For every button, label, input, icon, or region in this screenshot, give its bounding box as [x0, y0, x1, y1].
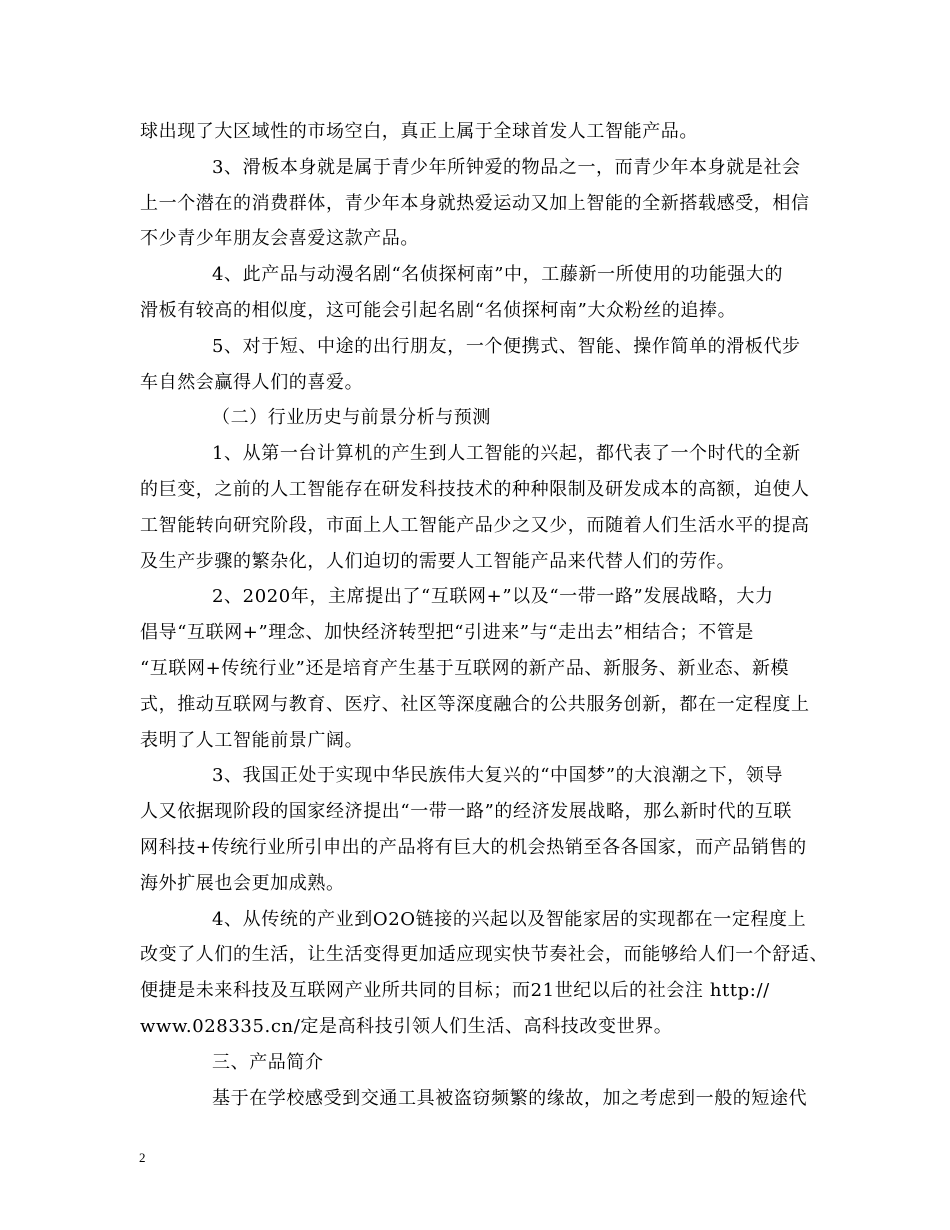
text-line: 3、我国正处于实现中华民族伟大复兴的“中国梦”的大浪潮之下，领导	[212, 765, 784, 787]
text-line: “互联网+传统行业”还是培育产生基于互联网的新产品、新服务、新业态、新模	[140, 657, 790, 679]
text-line: 车自然会赢得人们的喜爱。	[140, 371, 364, 393]
text-line: 工智能转向研究阶段，市面上人工智能产品少之又少，而随着人们生活水平的提高	[140, 514, 810, 536]
text-line: 4、从传统的产业到O2O链接的兴起以及智能家居的实现都在一定程度上	[212, 908, 807, 930]
text-line: 基于在学校感受到交通工具被盗窃频繁的缘故，加之考虑到一般的短途代	[212, 1087, 808, 1109]
text-line: 表明了人工智能前景广阔。	[140, 729, 364, 751]
text-line: 4、此产品与动漫名剧“名侦探柯南”中，工藤新一所使用的功能强大的	[212, 264, 784, 286]
text-line: 网科技+传统行业所引申出的产品将有巨大的机会热销至各各国家，而产品销售的	[140, 836, 807, 858]
section-heading: （二）行业历史与前景分析与预测	[212, 407, 491, 429]
text-line: 球出现了大区域性的市场空白，真正上属于全球首发人工智能产品。	[140, 121, 698, 142]
section-heading: 三、产品简介	[212, 1051, 324, 1073]
text-line: 改变了人们的生活，让生活变得更加适应现实快节奏社会，而能够给人们一个舒适、	[140, 944, 829, 966]
text-line: 3、滑板本身就是属于青少年所钟爱的物品之一，而青少年本身就是社会	[212, 156, 801, 178]
text-line: www.028335.cn/定是高科技引领人们生活、高科技改变世界。	[140, 1015, 673, 1037]
text-line: 便捷是未来科技及互联网产业所共同的目标；而21世纪以后的社会注 http://	[140, 980, 770, 1002]
text-line: 滑板有较高的相似度，这可能会引起名剧“名侦探柯南”大众粉丝的追捧。	[140, 299, 737, 321]
text-line: 倡导“互联网+”理念、加快经济转型把“引进来”与“走出去”相结合；不管是	[140, 622, 754, 644]
text-line: 式，推动互联网与教育、医疗、社区等深度融合的公共服务创新，都在一定程度上	[140, 693, 810, 715]
text-line: 2、2020年，主席提出了“互联网+”以及“一带一路”发展战略，大力	[212, 586, 774, 608]
text-line: 上一个潜在的消费群体，青少年本身就热爱运动又加上智能的全新搭载感受，相信	[140, 192, 810, 214]
text-line: 海外扩展也会更加成熟。	[140, 872, 345, 894]
text-line: 不少青少年朋友会喜爱这款产品。	[140, 228, 419, 250]
text-line: 1、从第一台计算机的产生到人工智能的兴起，都代表了一个时代的全新	[212, 443, 801, 465]
document-body	[140, 114, 829, 1116]
text-line: 及生产步骤的繁杂化，人们迫切的需要人工智能产品来代替人们的劳作。	[140, 550, 736, 572]
page-number: 2	[139, 1150, 146, 1165]
text-line: 人又依据现阶段的国家经济提出“一带一路”的经济发展战略，那么新时代的互联	[140, 801, 793, 823]
text-line: 的巨变，之前的人工智能存在研发科技技术的种种限制及研发成本的高额，迫使人	[140, 478, 810, 500]
text-line: 5、对于短、中途的出行朋友，一个便携式、智能、操作简单的滑板代步	[212, 335, 801, 357]
